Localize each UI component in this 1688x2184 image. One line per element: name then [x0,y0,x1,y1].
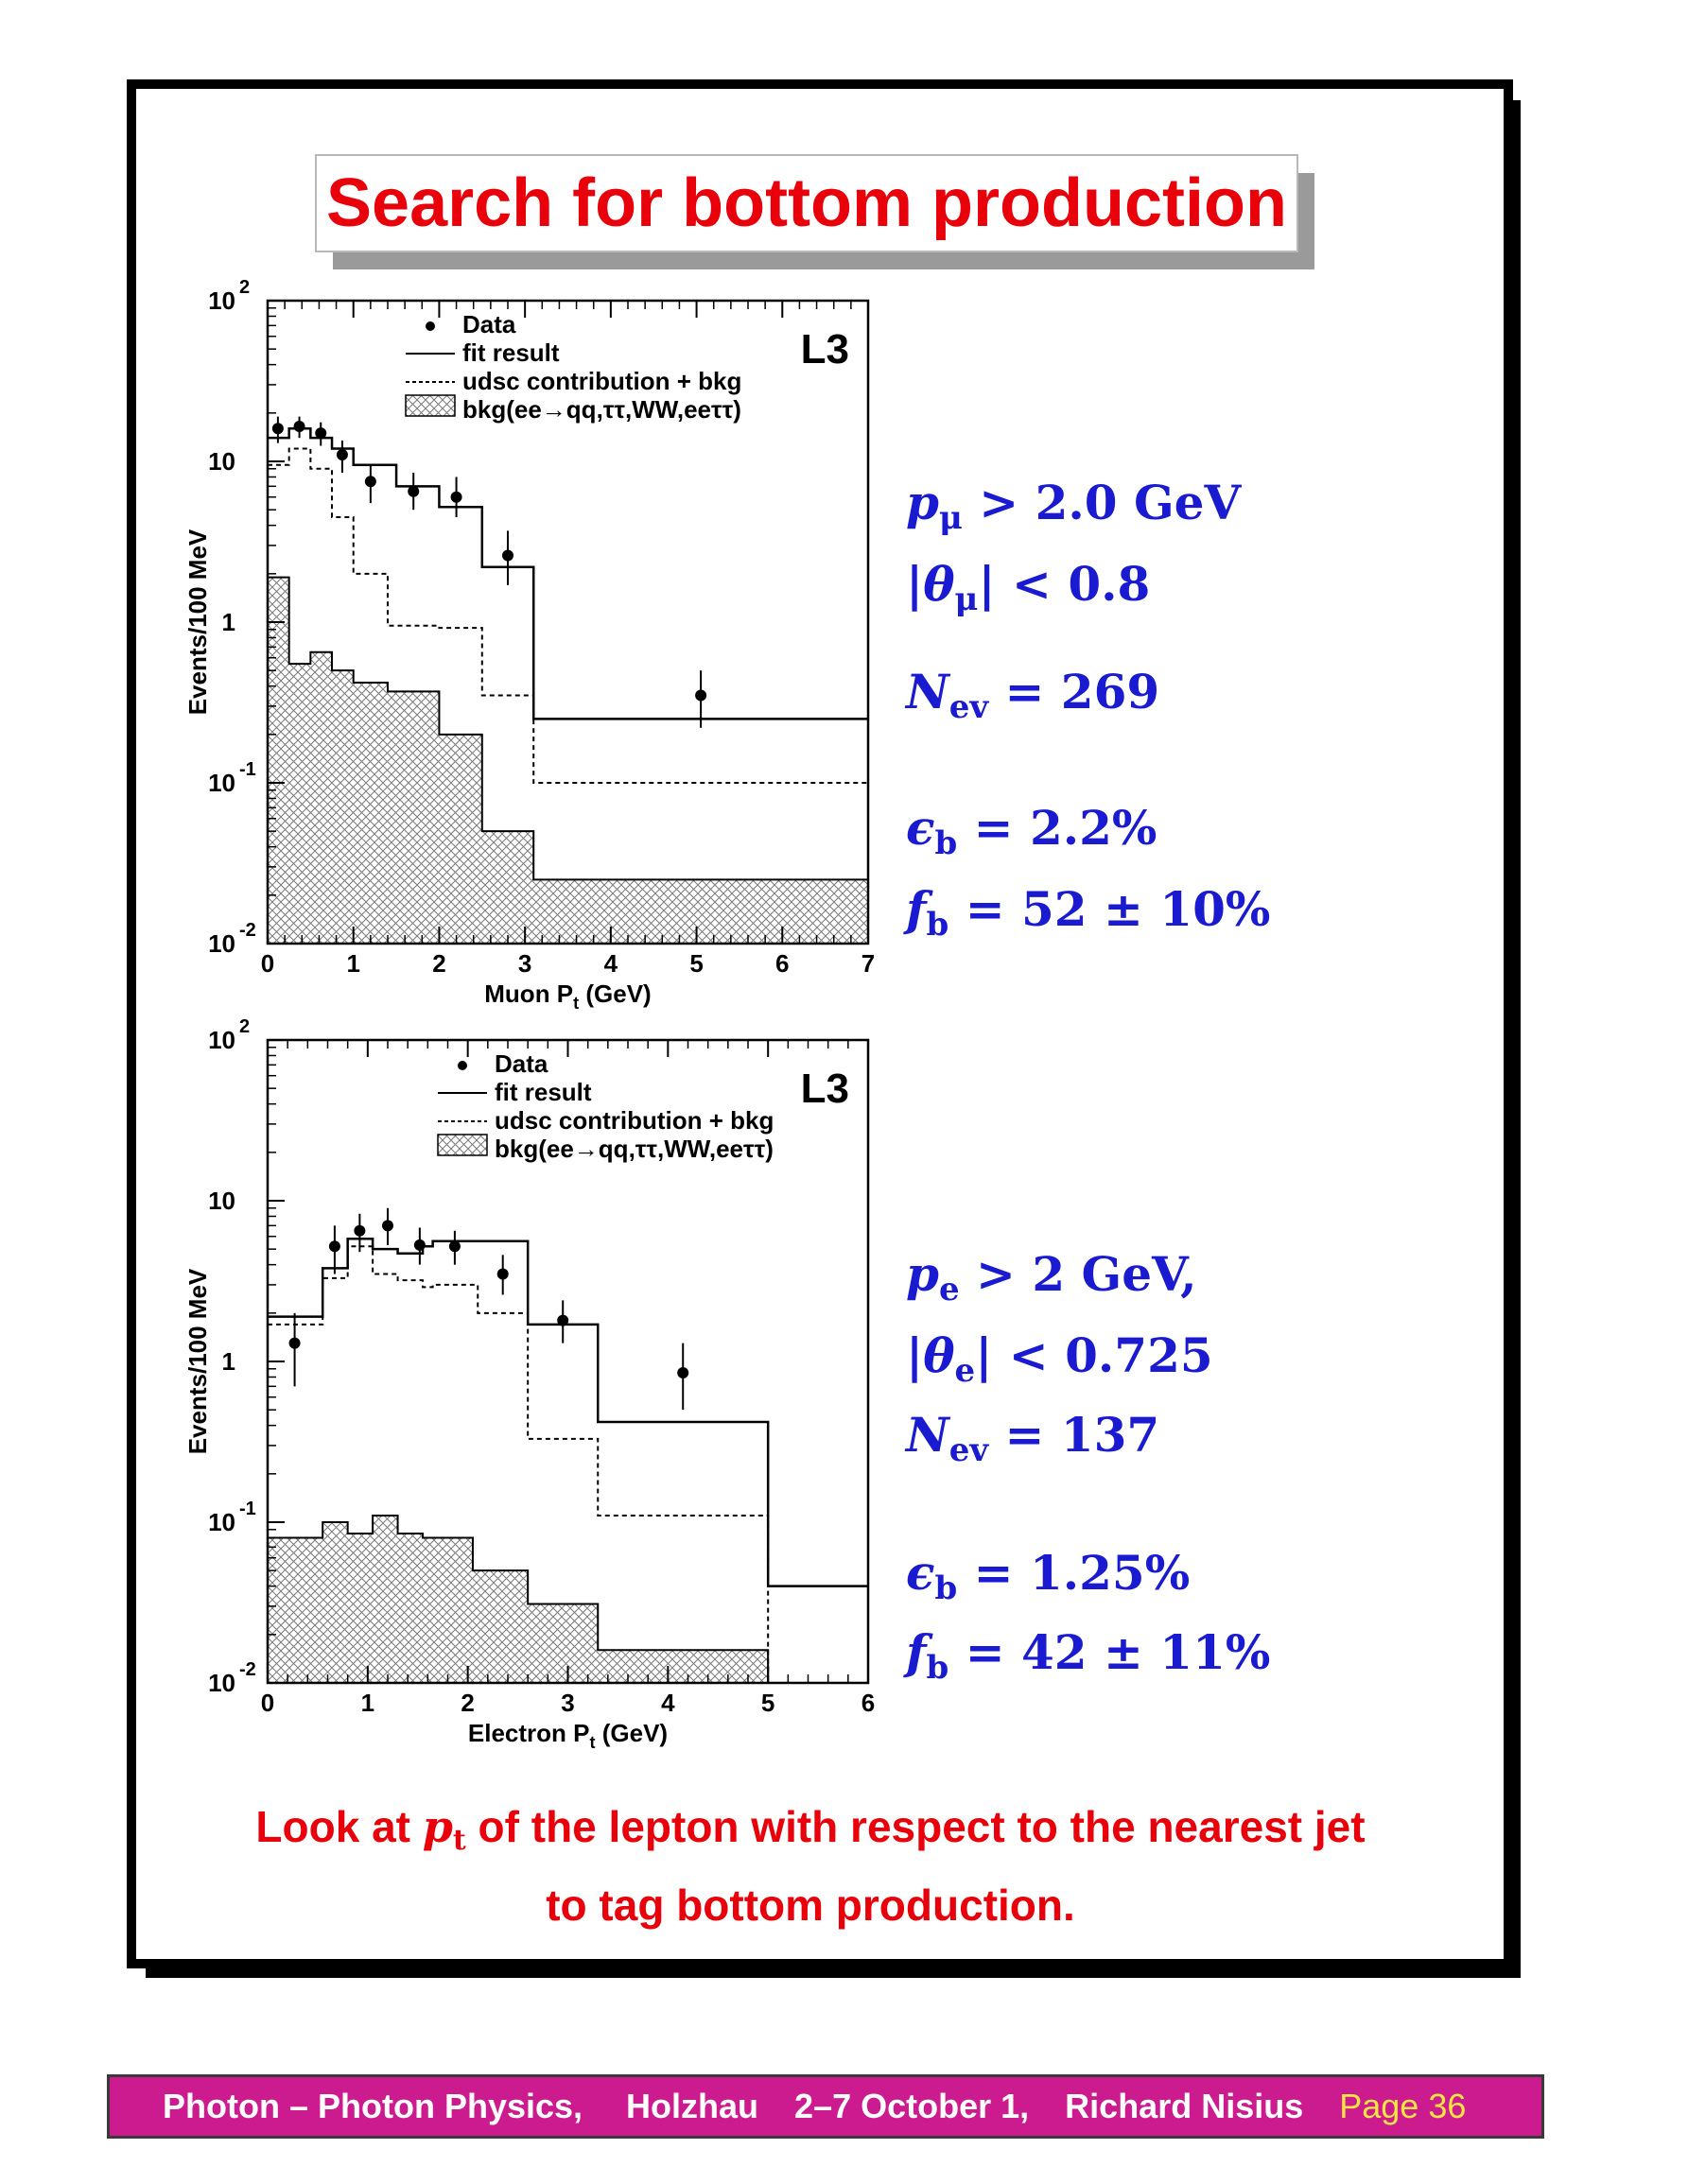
muon-momentum-cut: $p_\mu > 2.0$ GeV [906,475,1242,537]
x-tick-label: 7 [861,949,876,978]
y-tick-exponent: 2 [239,277,251,298]
legend-label-bkg: bkg(ee→qq,ττ,WW,eeττ) [462,395,741,424]
y-axis-label: Events/100 MeV [183,529,212,716]
y-tick-label: 10 [208,1187,235,1215]
x-tick-label: 0 [260,1689,275,1717]
footer-location: Holzhau [626,2087,759,2125]
legend-label-fit: fit result [462,338,560,367]
pt-symbol: $p_t$ [422,1801,466,1857]
electron-momentum-cut: $p_e > 2$ GeV, [906,1246,1197,1309]
caption-line-2: to tag bottom production. [546,1881,1075,1930]
x-axis-label: Muon $P_t$ (GeV) [484,979,652,1013]
y-tick-label: 10 [208,286,235,315]
y-tick-exponent: -1 [239,759,256,780]
data-point [289,1338,301,1349]
y-tick-label: 10 [208,1508,235,1536]
bkg-histogram [268,1516,868,1683]
footer-page-number: Page 36 [1339,2087,1467,2125]
x-tick-label: 2 [461,1689,475,1717]
data-point [365,476,376,487]
footer-dates: 2–7 October 1, [794,2087,1030,2125]
page-title: Search for bottom production [326,165,1287,241]
x-tick-label: 6 [861,1689,876,1717]
data-point [354,1225,365,1237]
x-tick-label: 6 [775,949,790,978]
x-tick-label: 1 [346,949,360,978]
legend-label-udsc: udsc contribution + bkg [495,1106,774,1135]
x-tick-label: 5 [760,1689,775,1717]
x-axis-label: Electron $P_t$ (GeV) [467,1719,669,1752]
data-point [408,486,419,497]
y-tick-label: 1 [221,608,235,636]
data-point [337,449,348,460]
muon-efficiency: $\epsilon_b = 2.2\%$ [906,800,1157,862]
legend-label-data: Data [495,1049,548,1078]
legend-marker-data [458,1061,467,1070]
bkg-histogram [268,578,868,944]
y-tick-label: 10 [208,1669,235,1697]
legend-marker-bkg [438,1135,487,1155]
data-point [695,690,706,702]
x-tick-label: 2 [432,949,446,978]
footer-conference: Photon – Photon Physics, [163,2087,583,2125]
muon-fraction: $f_b = 52 \pm 10\%$ [906,881,1271,944]
legend-label-udsc: udsc contribution + bkg [462,367,742,395]
y-tick-label: 10 [208,769,235,797]
data-point [502,549,513,561]
legend-label-data: Data [462,310,516,338]
experiment-tag: L3 [800,326,849,373]
y-tick-label: 1 [221,1347,235,1376]
legend-label-fit: fit result [495,1078,592,1106]
y-tick-exponent: -2 [239,920,256,941]
data-point [557,1315,568,1326]
y-axis-label: Events/100 MeV [183,1268,212,1455]
footer-author: Richard Nisius [1065,2087,1304,2125]
experiment-tag: L3 [800,1066,849,1112]
legend-marker-data [426,321,435,331]
y-tick-label: 10 [208,447,235,476]
footer-bar [107,2074,1544,2139]
y-tick-label: 10 [208,1026,235,1054]
muon-event-count: $N_{ev} = 269$ [906,664,1160,726]
electron-event-count: $N_{ev} = 137$ [906,1407,1160,1469]
x-tick-label: 1 [360,1689,375,1717]
legend-marker-bkg [406,395,455,416]
data-point [677,1367,688,1378]
data-point [272,423,284,434]
x-tick-label: 4 [603,949,618,978]
chart-2 [183,1016,875,1752]
chart-1 [183,277,875,1013]
data-point [315,427,326,439]
electron-efficiency: $\epsilon_b = 1.25\%$ [906,1545,1191,1607]
muon-angle-cut: $|\theta_\mu| < 0.8$ [906,556,1151,618]
y-tick-exponent: -2 [239,1659,256,1680]
x-tick-label: 0 [260,949,275,978]
caption [127,1794,1494,1937]
x-tick-label: 3 [561,1689,575,1717]
y-tick-label: 10 [208,929,235,958]
y-tick-exponent: -1 [239,1499,256,1519]
electron-fraction: $f_b = 42 \pm 11\%$ [906,1624,1271,1687]
data-point [449,1240,461,1252]
data-point [294,421,305,432]
data-point [382,1220,393,1231]
data-point [497,1269,509,1280]
data-point [451,492,462,503]
data-point [329,1240,340,1252]
electron-angle-cut: $|\theta_e| < 0.725$ [906,1327,1213,1390]
x-tick-label: 5 [689,949,704,978]
caption-line-1: Look at $p_t$ of the lepton with respect to the nearest jet [255,1801,1366,1857]
data-point [414,1239,426,1251]
x-tick-label: 3 [517,949,532,978]
legend-label-bkg: bkg(ee→qq,ττ,WW,eeττ) [495,1135,774,1163]
y-tick-exponent: 2 [239,1016,251,1037]
x-tick-label: 4 [661,1689,675,1717]
